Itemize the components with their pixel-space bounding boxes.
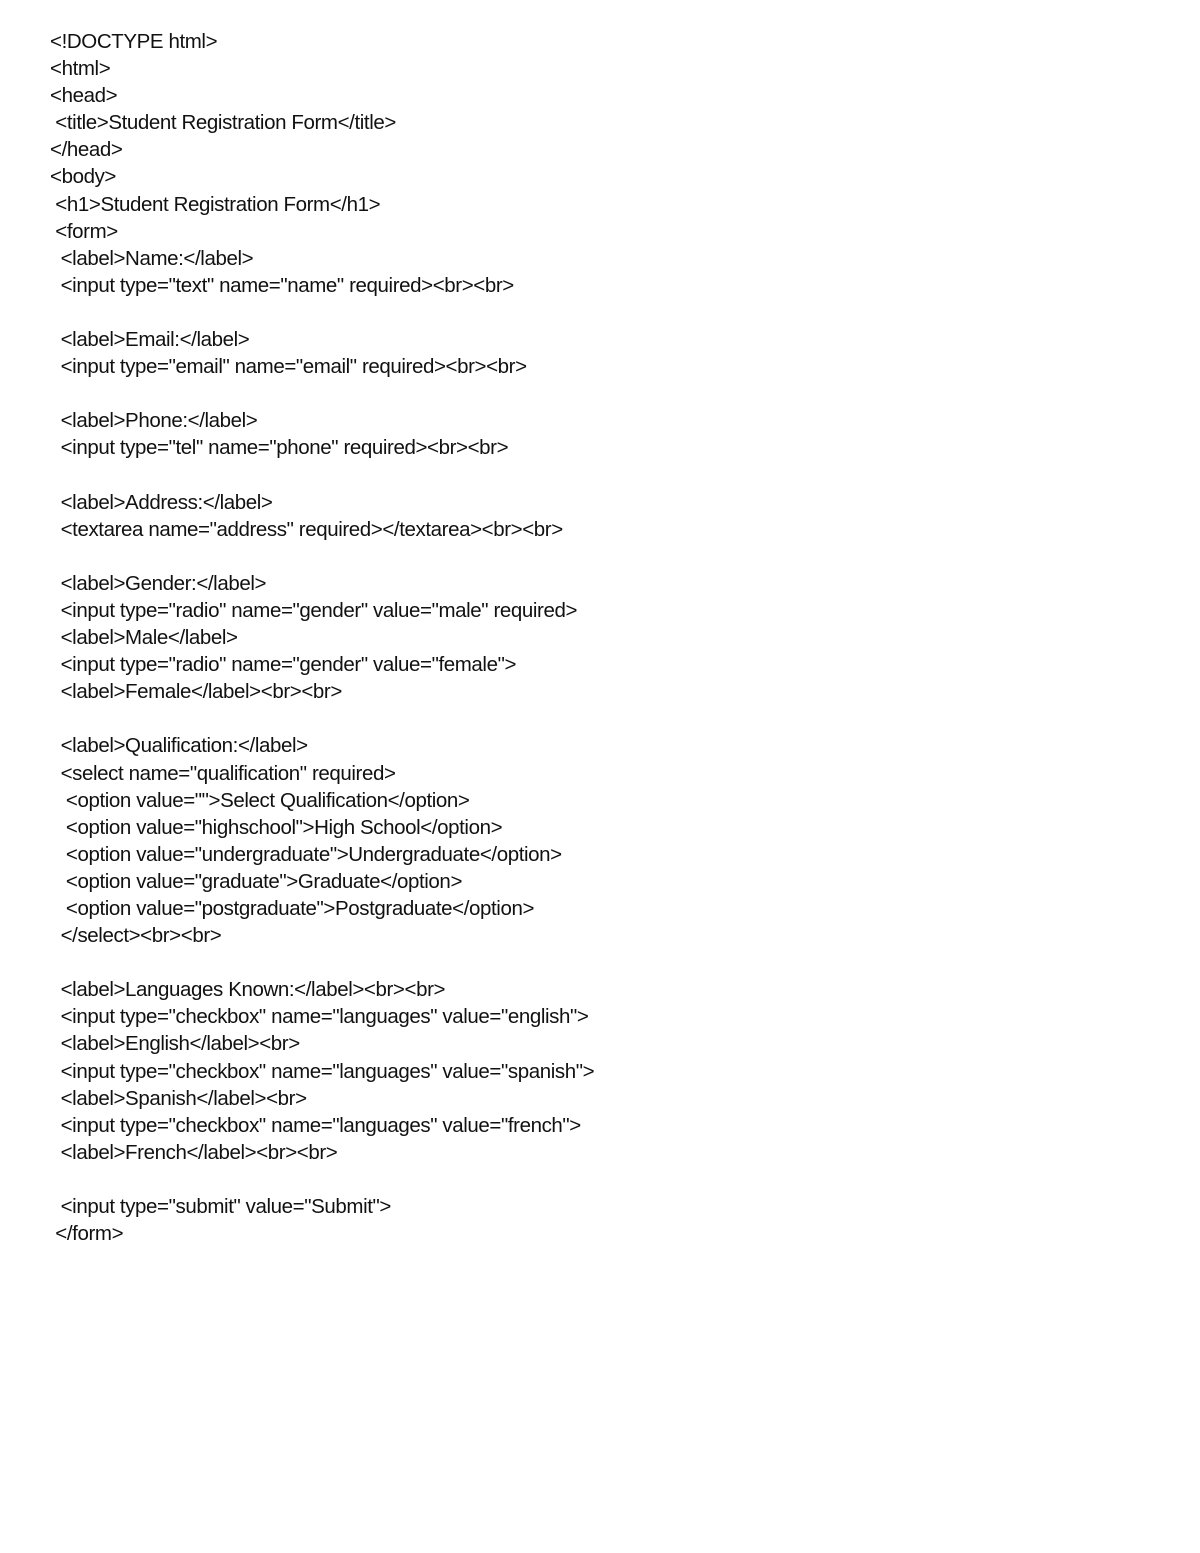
- code-line: <option value="undergraduate">Undergraduate</option>: [50, 842, 562, 866]
- code-line: </select><br><br>: [50, 924, 222, 948]
- code-line: <body>: [50, 165, 116, 189]
- code-line: <label>Languages Known:</label><br><br>: [50, 978, 446, 1002]
- code-line: <option value="">Select Qualification</option>: [50, 788, 470, 812]
- code-line: <label>Address:</label>: [50, 490, 273, 514]
- code-line: <label>English</label><br>: [50, 1032, 300, 1056]
- code-line: </form>: [50, 1222, 124, 1246]
- code-line: <option value="postgraduate">Postgraduate</option>: [50, 897, 535, 920]
- code-line: <option value="highschool">High School</option>: [50, 815, 503, 839]
- code-line: <label>Spanish</label><br>: [50, 1086, 307, 1110]
- code-page: [50, 28, 1150, 1247]
- code-line: <html>: [50, 57, 111, 81]
- blank-line: [50, 462, 1150, 489]
- code-line: <input type="email" name="email" required><br><br>: [50, 355, 527, 379]
- blank-line: [50, 949, 1150, 976]
- blank-line: [50, 380, 1150, 407]
- code-line: <title>Student Registration Form</title>: [50, 111, 396, 135]
- code-line: <label>Male</label>: [50, 626, 238, 650]
- code-line: <textarea name="address" required></textarea><br><br>: [50, 517, 563, 541]
- code-line: <form>: [50, 219, 118, 243]
- code-line: <label>Female</label><br><br>: [50, 680, 342, 704]
- blank-line: [50, 705, 1150, 732]
- blank-line: [50, 299, 1150, 326]
- code-line: <label>Gender:</label>: [50, 571, 267, 595]
- code-line: <label>Email:</label>: [50, 328, 250, 352]
- code-line: <head>: [50, 84, 118, 108]
- code-line: <input type="checkbox" name="languages" value="spanish">: [50, 1059, 595, 1083]
- code-line: <input type="submit" value="Submit">: [50, 1195, 391, 1219]
- code-line: <select name="qualification" required>: [50, 761, 396, 785]
- code-line: <input type="checkbox" name="languages" value="english">: [50, 1005, 589, 1029]
- code-line: <input type="radio" name="gender" value="female">: [50, 653, 517, 677]
- code-line: <label>Name:</label>: [50, 246, 254, 270]
- blank-line: [50, 1166, 1150, 1193]
- code-line: <input type="tel" name="phone" required><br><br>: [50, 436, 509, 460]
- code-line: <!DOCTYPE html>: [50, 30, 218, 53]
- code-line: <input type="text" name="name" required><br><br>: [50, 273, 514, 297]
- code-line: <input type="checkbox" name="languages" value="french">: [50, 1113, 581, 1137]
- code-line: <h1>Student Registration Form</h1>: [50, 192, 381, 216]
- code-line: <input type="radio" name="gender" value="male" required>: [50, 598, 578, 622]
- code-line: <option value="graduate">Graduate</option>: [50, 869, 463, 893]
- code-line: <label>French</label><br><br>: [50, 1140, 338, 1164]
- code-line: </head>: [50, 138, 123, 162]
- blank-line: [50, 543, 1150, 570]
- code-line: <label>Qualification:</label>: [50, 734, 308, 758]
- code-line: <label>Phone:</label>: [50, 409, 258, 433]
